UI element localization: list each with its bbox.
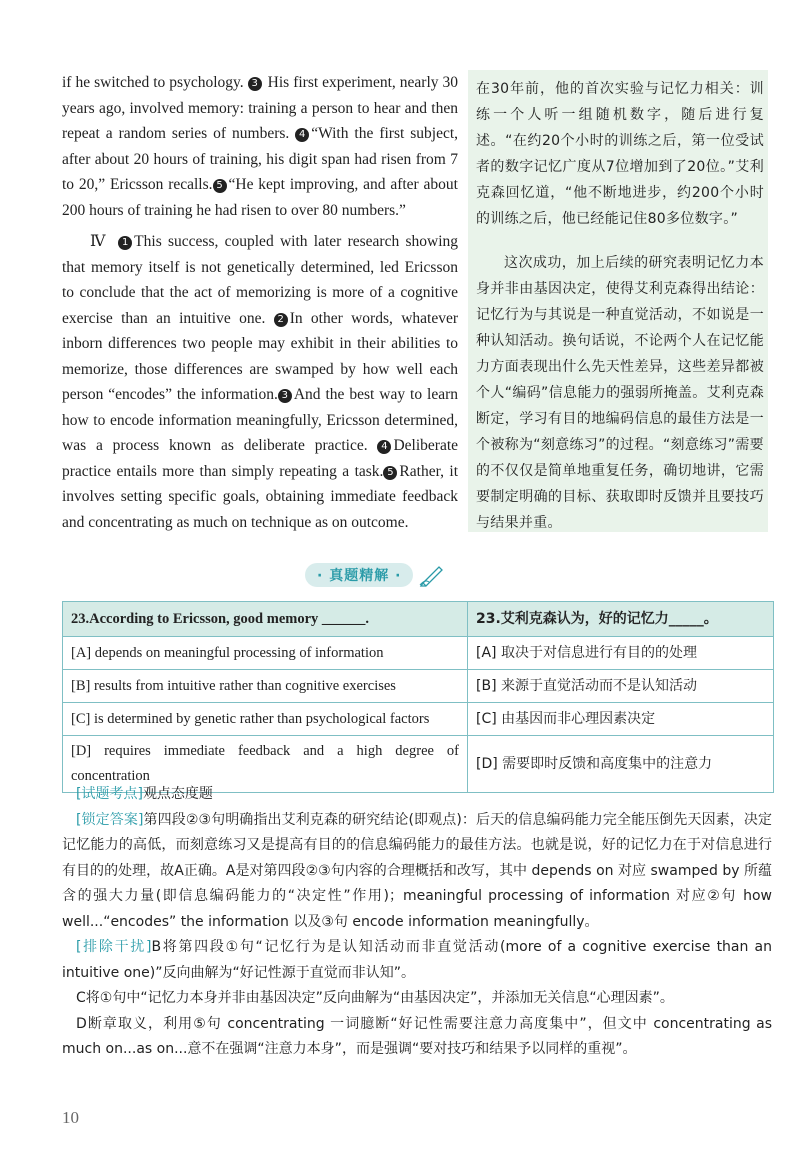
section-banner-label: · 真题精解 · bbox=[305, 563, 413, 587]
sentence-text: His first experiment, nearly 30 years ago, involved memory: training a person to hear and then repeat a random series of numbers. bbox=[62, 74, 459, 142]
section-banner bbox=[305, 563, 445, 587]
sentence-text: “He kept improving, and after about 200 hours of training he had risen to over 80 numbers.” bbox=[62, 176, 458, 219]
question-stem-zh: 23.艾利克森认为，好的记忆力_____。 bbox=[468, 602, 774, 637]
sentence-number-badge: 3 bbox=[248, 77, 262, 91]
option-row-b bbox=[63, 670, 774, 703]
sentence-number-badge: 4 bbox=[377, 440, 391, 454]
sentence-text: And the best way to learn how to encode information meaningfully, Ericsson determined, was a process known as deliberate practice. bbox=[62, 386, 458, 454]
answer-text: 第四段②③句明确指出艾利克森的研究结论(即观点)：后天的信息编码能力完全能压倒先天因素，决定记忆能力的高低，而刻意练习又是提高有目的的信息编码能力的最佳方法。也就是说，好的记忆力在于对信息进行有目的的处理，故A正确。A是对第四段②③句内容的合理概括和改写，其中 depends on 对应 swamped by 所蕴含的强大力量(即信息编码能力的“决定性”作用)；meaningful processing of information 对应②句 how well...“encodes” the information 以及③句 encode information meaningfully。 bbox=[62, 811, 772, 930]
sentence-text: “With the first subject, after about 20 hours of training, his digit span had risen from 7 to 20,” Ericsson recalls. bbox=[62, 125, 459, 193]
chinese-paragraph-4: 这次成功，加上后续的研究表明记忆力本身并非由基因决定，使得艾利克森得出结论：记忆行为与其说是一种直觉活动，不如说是一种认知活动。换句话说，不论两个人在记忆能力方面表现出什么先天性差异，这些差异都被个人“编码”信息能力的强弱所掩盖。艾利克森断定，学习有目的地编码信息的最佳方法是一个被称为“刻意练习”的过程。“刻意练习”需要的不仅仅是简单地重复任务，确切地讲，它需要制定明确的目标、获取即时反馈并且要技巧与结果并重。 bbox=[476, 255, 764, 531]
sentence-text: Rather, it involves setting specific goals, obtaining immediate feedback and concentrating as much on technique as on outcome. bbox=[62, 462, 459, 531]
answer-tag: [锁定答案] bbox=[76, 811, 144, 828]
sentence-text: In other words, whatever inborn differences two people may exhibit in their abilities to memorize, those differences are swamped by how well each person “encodes” the information. bbox=[62, 309, 459, 403]
sentence-text: if he switched to psychology. bbox=[62, 74, 244, 91]
kaodian-text: 观点态度题 bbox=[142, 786, 213, 802]
english-paragraph-4 bbox=[62, 229, 458, 535]
option-row-c bbox=[63, 703, 774, 736]
option-d-en: [D] requires immediate feedback and a high degree of concentration bbox=[63, 736, 468, 793]
option-a-zh: [A] 取决于对信息进行有目的的处理 bbox=[468, 637, 774, 670]
question-table bbox=[62, 601, 774, 793]
analysis-answer bbox=[62, 808, 772, 936]
option-a-en: [A] depends on meaningful processing of information bbox=[63, 637, 468, 670]
analysis-section bbox=[62, 782, 772, 1063]
kaodian-tag: [试题考点] bbox=[76, 786, 143, 802]
chinese-translation-panel bbox=[468, 70, 768, 532]
paragraph-roman-numeral: Ⅳ bbox=[90, 232, 108, 250]
analysis-exclude-b bbox=[62, 935, 772, 986]
page-number: 10 bbox=[62, 1108, 79, 1127]
option-d-zh: [D] 需要即时反馈和高度集中的注意力 bbox=[468, 736, 774, 793]
pen-icon bbox=[419, 563, 445, 587]
sentence-number-badge: 5 bbox=[383, 466, 397, 480]
sentence-number-badge: 1 bbox=[118, 236, 132, 250]
english-passage bbox=[62, 70, 458, 535]
analysis-exclude-d: D断章取义，利用⑤句 concentrating 一词臆断“好记性需要注意力高度集中”，但文中 concentrating as much on...as on...意不在强调“注意力本身”，而是强调“要对技巧和结果予以同样的重视”。 bbox=[62, 1015, 772, 1057]
sentence-text: This success, coupled with later research showing that memory itself is not genetically determined, led Ericsson to conclude that the act of memorizing is more of a cognitive exercise than an intuitive one. bbox=[62, 233, 459, 327]
question-stem-row bbox=[63, 602, 774, 637]
question-stem-en: 23.According to Ericsson, good memory ______. bbox=[63, 602, 468, 637]
exclude-b-text: B将第四段①句“记忆行为是认知活动而非直觉活动(more of a cognitive exercise than an intuitive one)”反向曲解为“好记性源于直觉而非认知”。 bbox=[62, 939, 772, 981]
sentence-text: Deliberate practice entails more than simply repeating a task. bbox=[62, 437, 459, 480]
sentence-number-badge: 3 bbox=[278, 389, 292, 403]
chinese-paragraph-3: 在30年前，他的首次实验与记忆力相关：训练一个人听一组随机数字，随后进行复述。“在约20个小时的训练之后，第一位受试者的数字记忆广度从7位增加到了20位。”艾利克森回忆道，“他不断地进步，约200个小时的训练之后，他已经能记住80多位数字。” bbox=[476, 81, 764, 227]
exclude-tag: [排除干扰] bbox=[76, 939, 152, 955]
analysis-kaodian bbox=[62, 782, 772, 808]
option-b-zh: [B] 来源于直觉活动而不是认知活动 bbox=[468, 670, 774, 703]
option-c-en: [C] is determined by genetic rather than psychological factors bbox=[63, 703, 468, 736]
english-paragraph-3 bbox=[62, 70, 458, 223]
analysis-exclude-c: C将①句中“记忆力本身并非由基因决定”反向曲解为“由基因决定”，并添加无关信息“心理因素”。 bbox=[76, 990, 674, 1006]
sentence-number-badge: 4 bbox=[295, 128, 309, 142]
option-row-a bbox=[63, 637, 774, 670]
option-c-zh: [C] 由基因而非心理因素决定 bbox=[468, 703, 774, 736]
sentence-number-badge: 5 bbox=[213, 179, 227, 193]
option-b-en: [B] results from intuitive rather than cognitive exercises bbox=[63, 670, 468, 703]
sentence-number-badge: 2 bbox=[274, 313, 288, 327]
